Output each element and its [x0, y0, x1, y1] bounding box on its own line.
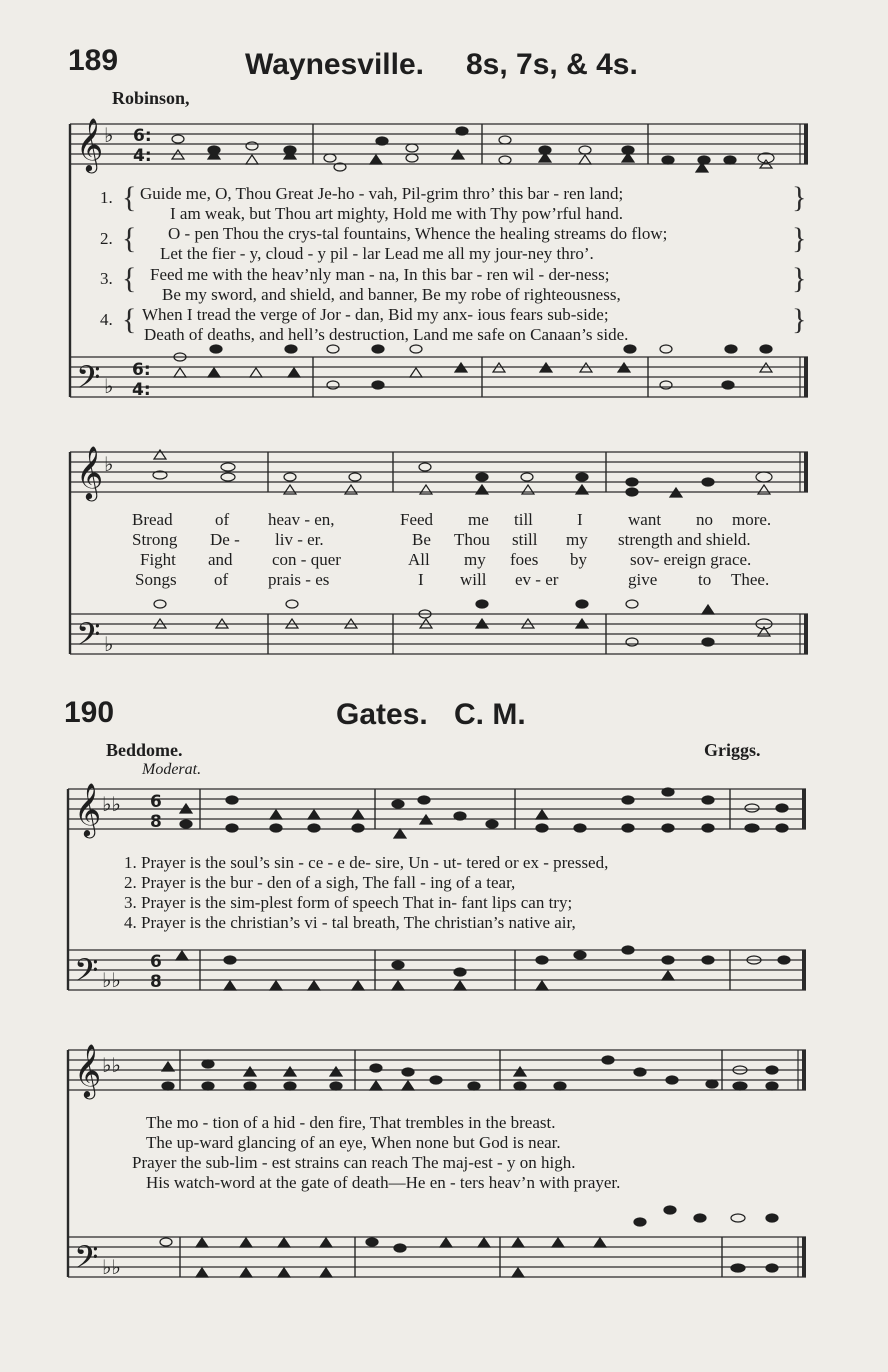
verse-number: 2.	[100, 229, 113, 248]
verse-number: 1.	[100, 188, 113, 207]
svg-text:♭: ♭	[104, 632, 114, 656]
lyric-word: strength and shield.	[618, 530, 751, 549]
lyric-word: con - quer	[272, 550, 341, 569]
svg-text:♭: ♭	[104, 374, 114, 398]
lyric-word: by	[570, 550, 587, 569]
lyric-word: All	[408, 550, 430, 569]
svg-text:𝄢: 𝄢	[74, 952, 99, 996]
svg-text:𝄢: 𝄢	[76, 616, 101, 660]
svg-text:♭♭: ♭♭	[102, 968, 121, 992]
verse-number: 3.	[100, 269, 113, 288]
lyric-line: 4. Prayer is the christian’s vi - tal breath, The christian’s native air,	[124, 913, 576, 932]
lyric-word: and	[208, 550, 233, 569]
lyric-word: me	[468, 510, 489, 529]
lyric-word: of	[214, 570, 229, 589]
lyric-word: give	[628, 570, 658, 589]
lyric-word: Feed	[400, 510, 434, 529]
lyric-word: will	[460, 570, 487, 589]
svg-text:6: 6	[150, 792, 162, 812]
verse-number: 4.	[100, 310, 113, 329]
lyric-word: De -	[210, 530, 240, 549]
lyric-word: Fight	[140, 550, 176, 569]
svg-text:♭♭: ♭♭	[102, 792, 121, 816]
lyric-word: more.	[732, 510, 772, 529]
brace-left: {	[122, 303, 137, 336]
svg-text:♭: ♭	[104, 452, 114, 476]
brace-right: }	[792, 222, 807, 255]
lyric-word: to	[698, 570, 712, 589]
svg-text:♭♭: ♭♭	[102, 1255, 121, 1279]
lyric-word: Be	[412, 530, 431, 549]
hymn-189-number: 189	[68, 44, 119, 77]
lyric-line: The mo - tion of a hid - den fire, That trembles in the breast.	[146, 1113, 556, 1132]
lyric-line: Death of deaths, and hell’s destruction, Land me safe on Canaan’s side.	[144, 325, 629, 344]
svg-text:𝄞: 𝄞	[74, 1043, 102, 1097]
lyric-word: liv - er.	[275, 530, 324, 549]
svg-text:𝄢: 𝄢	[76, 359, 101, 403]
lyric-line: His watch-word at the gate of death—He en - ters heav’n with prayer.	[146, 1173, 621, 1192]
svg-text:4:: 4:	[132, 380, 151, 400]
lyric-word: heav - en,	[268, 510, 335, 529]
lyric-word: till	[514, 510, 533, 529]
svg-text:♭: ♭	[104, 123, 114, 147]
lyric-line: O - pen Thou the crys-tal fountains, Whence the healing streams do flow;	[168, 224, 668, 243]
lyric-word: of	[215, 510, 230, 529]
lyric-line: When I tread the verge of Jor - dan, Bid my anx- ious fears sub-side;	[142, 305, 609, 324]
lyric-word: Songs	[135, 570, 177, 589]
brace-left: {	[122, 181, 137, 214]
brace-right: }	[792, 262, 807, 295]
svg-text:6: 6	[150, 952, 162, 972]
lyric-word: foes	[510, 550, 539, 569]
lyric-word: my	[464, 550, 486, 569]
svg-text:6:: 6:	[133, 126, 152, 146]
svg-text:𝄞: 𝄞	[76, 445, 104, 499]
lyric-word: prais - es	[268, 570, 330, 589]
lyric-word: still	[512, 530, 538, 549]
lyric-line: Feed me with the heav’nly man - na, In this bar - ren wil - der-ness;	[150, 265, 610, 284]
lyric-word: Bread	[132, 510, 173, 529]
hymn-189-title: Waynesville.	[245, 48, 424, 81]
lyric-word: Strong	[132, 530, 178, 549]
lyric-word: my	[566, 530, 588, 549]
svg-text:6:: 6:	[132, 360, 151, 380]
lyric-word: I	[577, 510, 583, 529]
lyric-line: 2. Prayer is the bur - den of a sigh, The fall - ing of a tear,	[124, 873, 516, 892]
svg-text:𝄞: 𝄞	[76, 117, 104, 171]
brace-right: }	[792, 181, 807, 214]
svg-text:𝄢: 𝄢	[74, 1239, 99, 1283]
lyric-line: 1. Prayer is the soul’s sin - ce - e de- sire, Un - ut- tered or ex - pressed,	[124, 853, 609, 872]
hymn-190-composer: Griggs.	[704, 740, 761, 760]
hymn-190-author: Beddome.	[106, 740, 183, 760]
lyric-word: Thou	[454, 530, 490, 549]
brace-left: {	[122, 262, 137, 295]
tempo-marking: Moderat.	[142, 761, 202, 778]
lyric-line: Be my sword, and shield, and banner, Be my robe of righteousness,	[162, 285, 621, 304]
svg-text:𝄞: 𝄞	[74, 782, 102, 836]
lyric-line: 3. Prayer is the sim-plest form of speech That in- fant lips can try;	[124, 893, 573, 912]
lyric-line: The up-ward glancing of an eye, When none but God is near.	[146, 1133, 561, 1152]
lyric-word: sov- ereign grace.	[630, 550, 752, 569]
lyric-line: Prayer the sub-lim - est strains can reach The maj-est - y on high.	[132, 1153, 576, 1172]
brace-right: }	[792, 303, 807, 336]
lyric-word: ev - er	[515, 570, 559, 589]
lyric-word: want	[628, 510, 662, 529]
lyric-line: Let the fier - y, cloud - y pil - lar Lead me all my jour-ney thro’.	[160, 244, 594, 263]
hymn-190-title: Gates.	[336, 698, 428, 731]
hymn-190-meter: C. M.	[454, 698, 526, 731]
lyric-line: Guide me, O, Thou Great Je-ho - vah, Pil-grim thro’ this bar - ren land;	[140, 184, 624, 203]
brace-left: {	[122, 222, 137, 255]
svg-text:8: 8	[150, 812, 162, 832]
lyric-line: I am weak, but Thou art mighty, Hold me with Thy pow’rful hand.	[170, 204, 623, 223]
lyric-word: I	[418, 570, 424, 589]
hymn-190-number: 190	[64, 696, 115, 729]
lyric-word: Thee.	[731, 570, 770, 589]
svg-text:♭♭: ♭♭	[102, 1053, 121, 1077]
lyric-word: no	[696, 510, 713, 529]
hymn-189-meter: 8s, 7s, & 4s.	[466, 48, 638, 81]
hymn-189-composer: Robinson,	[112, 88, 190, 108]
svg-text:4:: 4:	[133, 146, 152, 166]
svg-text:8: 8	[150, 972, 162, 992]
